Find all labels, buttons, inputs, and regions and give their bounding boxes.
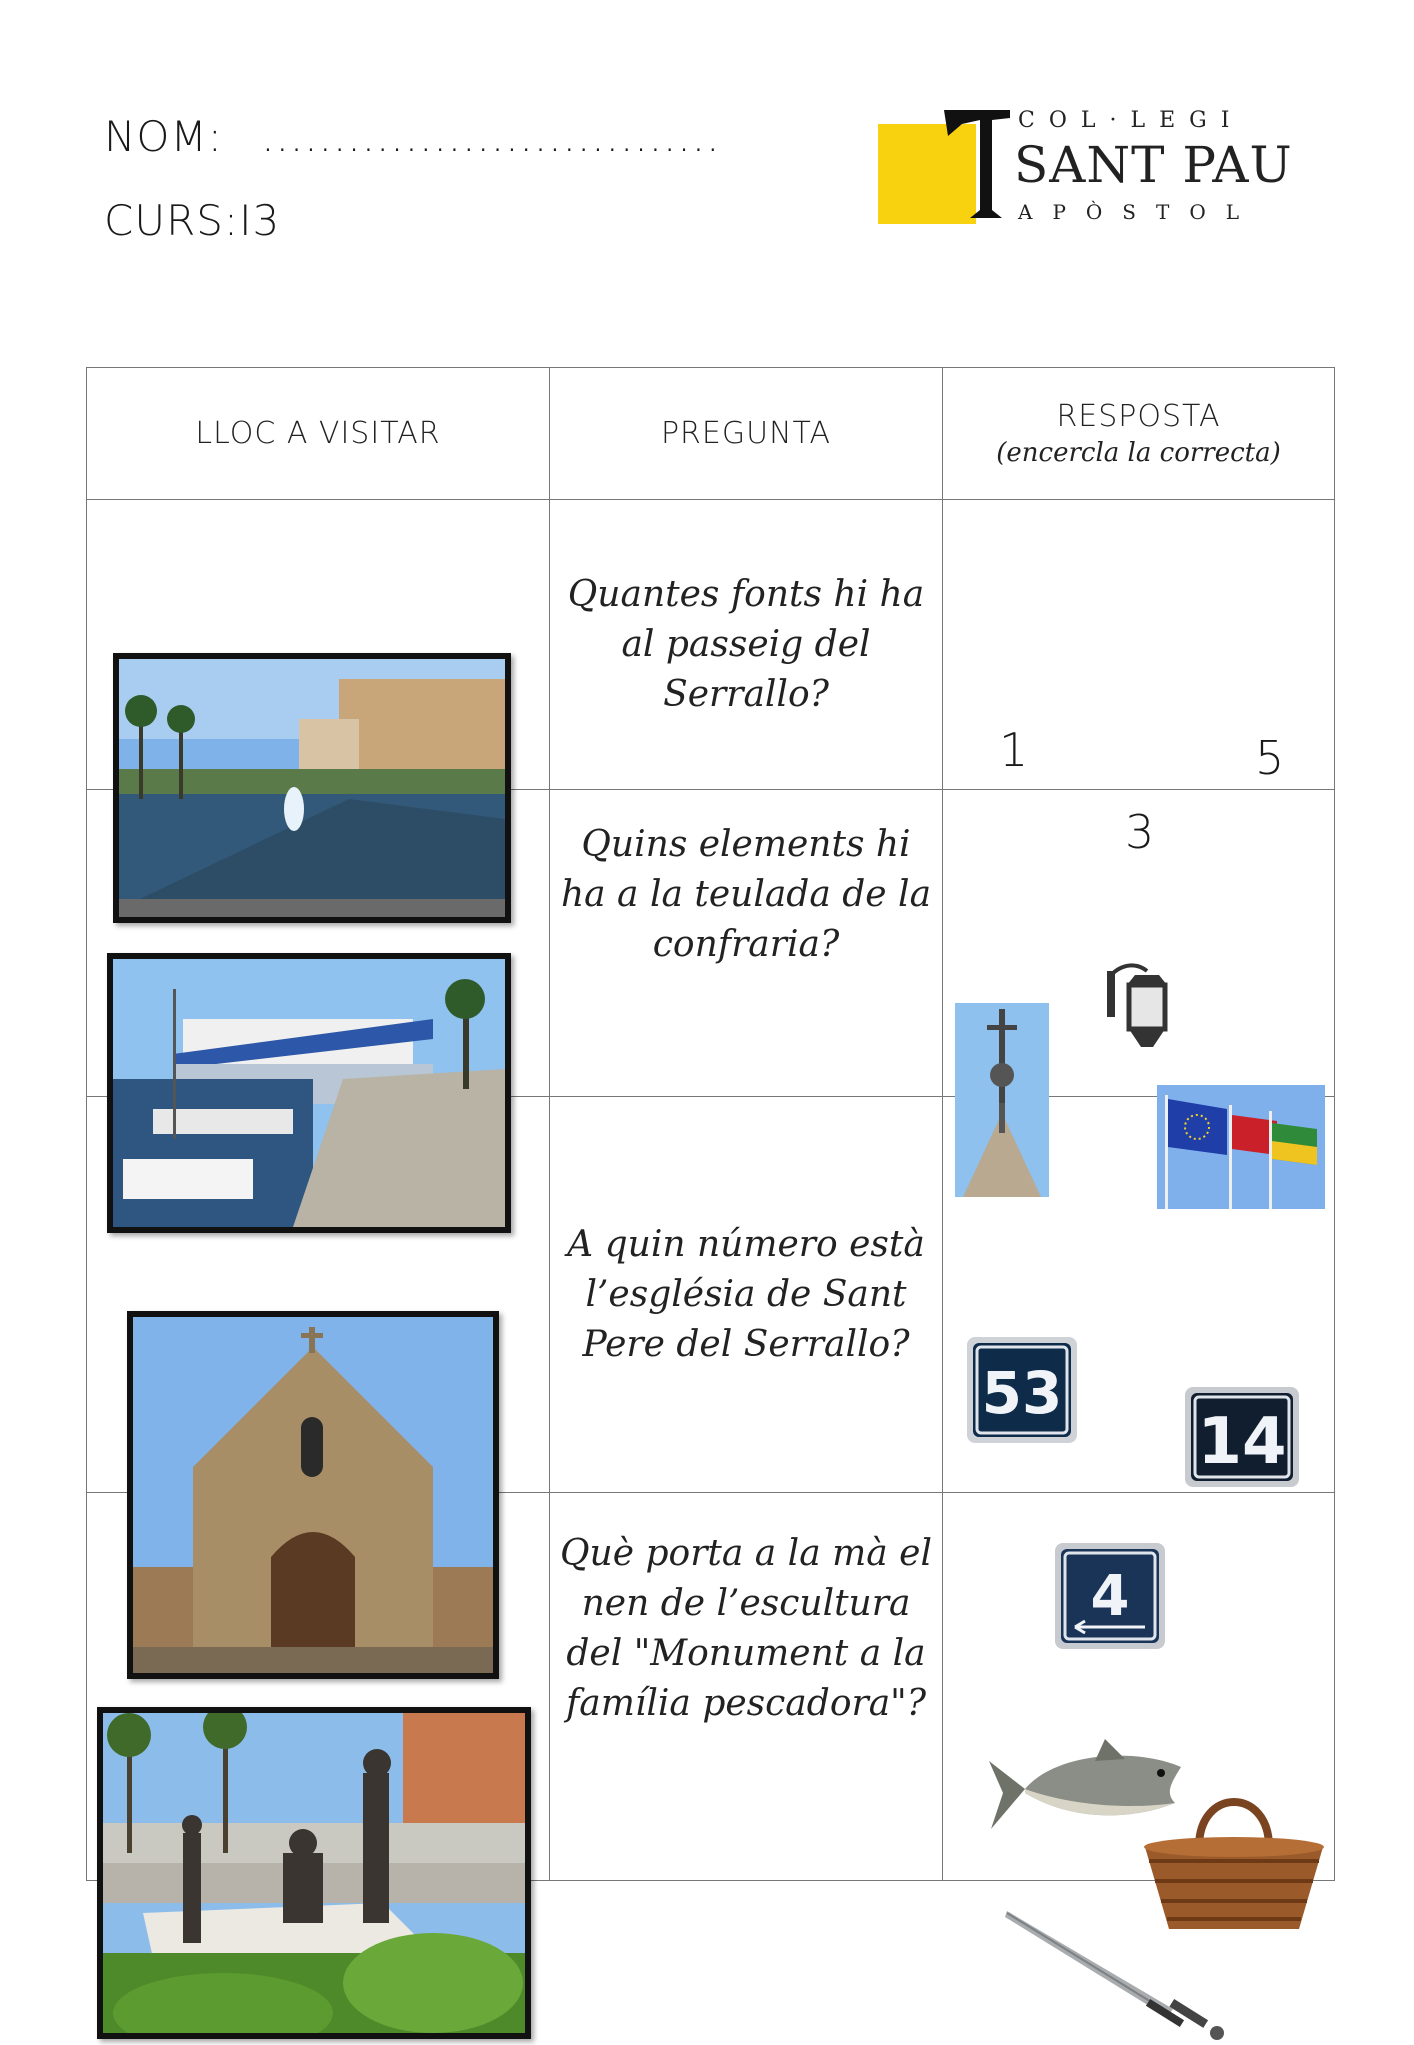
question-text: Quins elements hi ha a la teulada de la confraria?	[560, 824, 932, 965]
lantern-icon[interactable]	[1103, 957, 1179, 1067]
photo-confraria-port	[107, 953, 511, 1233]
curs-line	[104, 196, 280, 245]
nom-label: NOM:	[104, 112, 223, 161]
sword-icon[interactable]	[1003, 1905, 1233, 2045]
question-cell	[550, 1493, 943, 1881]
number-plate-14-icon[interactable]	[1185, 1387, 1299, 1487]
curs-value: I3	[239, 196, 281, 245]
nom-dots[interactable]: ................................	[261, 112, 721, 161]
question-cell	[550, 1097, 943, 1493]
logo-line2: SANT PAU	[1014, 136, 1293, 194]
photo-monument-familia-pescadora	[97, 1707, 531, 2039]
answer-option-5[interactable]: 5	[1255, 730, 1285, 785]
plate-14-text: 14	[1197, 1404, 1287, 1479]
number-plate-4-icon[interactable]	[1055, 1543, 1165, 1649]
activity-table	[86, 367, 1335, 1881]
header-question: PREGUNTA	[550, 368, 943, 500]
flags-icon[interactable]	[1157, 1085, 1325, 1209]
header-place: LLOC A VISITAR	[87, 368, 550, 500]
table-header-row	[87, 368, 1335, 500]
plate-4-text: 4	[1090, 1563, 1130, 1629]
question-cell	[550, 790, 943, 1097]
logo-line1: COL·LEGI	[1018, 108, 1244, 133]
header-answer-label: RESPOSTA	[1056, 399, 1221, 434]
header-answer	[943, 368, 1335, 500]
table-row	[87, 500, 1335, 790]
question-text: Què porta a la mà el nen de l’escultura del "Monument a la família pescadora"?	[560, 1533, 932, 1724]
number-plate-53-icon[interactable]	[967, 1337, 1077, 1443]
photo-church-sant-pere	[127, 1311, 499, 1679]
nom-line	[104, 112, 720, 161]
place-cell	[87, 500, 550, 790]
question-text: A quin número està l’església de Sant Pere del Serrallo?	[567, 1223, 925, 1365]
curs-label: CURS:	[104, 196, 240, 245]
question-text: Quantes fonts hi ha al passeig del Serrallo?	[567, 573, 925, 715]
answer-option-1[interactable]: 1	[999, 722, 1029, 777]
question-cell	[550, 500, 943, 790]
photo-passeig-fountain	[113, 653, 511, 923]
logo-line3: APÒSTOL	[1018, 200, 1260, 224]
cross-icon[interactable]	[955, 1003, 1049, 1197]
plate-53-text: 53	[981, 1358, 1063, 1427]
answer-cell	[943, 500, 1335, 859]
school-logo	[878, 106, 1338, 230]
answer-option-3[interactable]: 3	[1125, 804, 1155, 859]
header-answer-note: (encercla la correcta)	[996, 438, 1281, 468]
